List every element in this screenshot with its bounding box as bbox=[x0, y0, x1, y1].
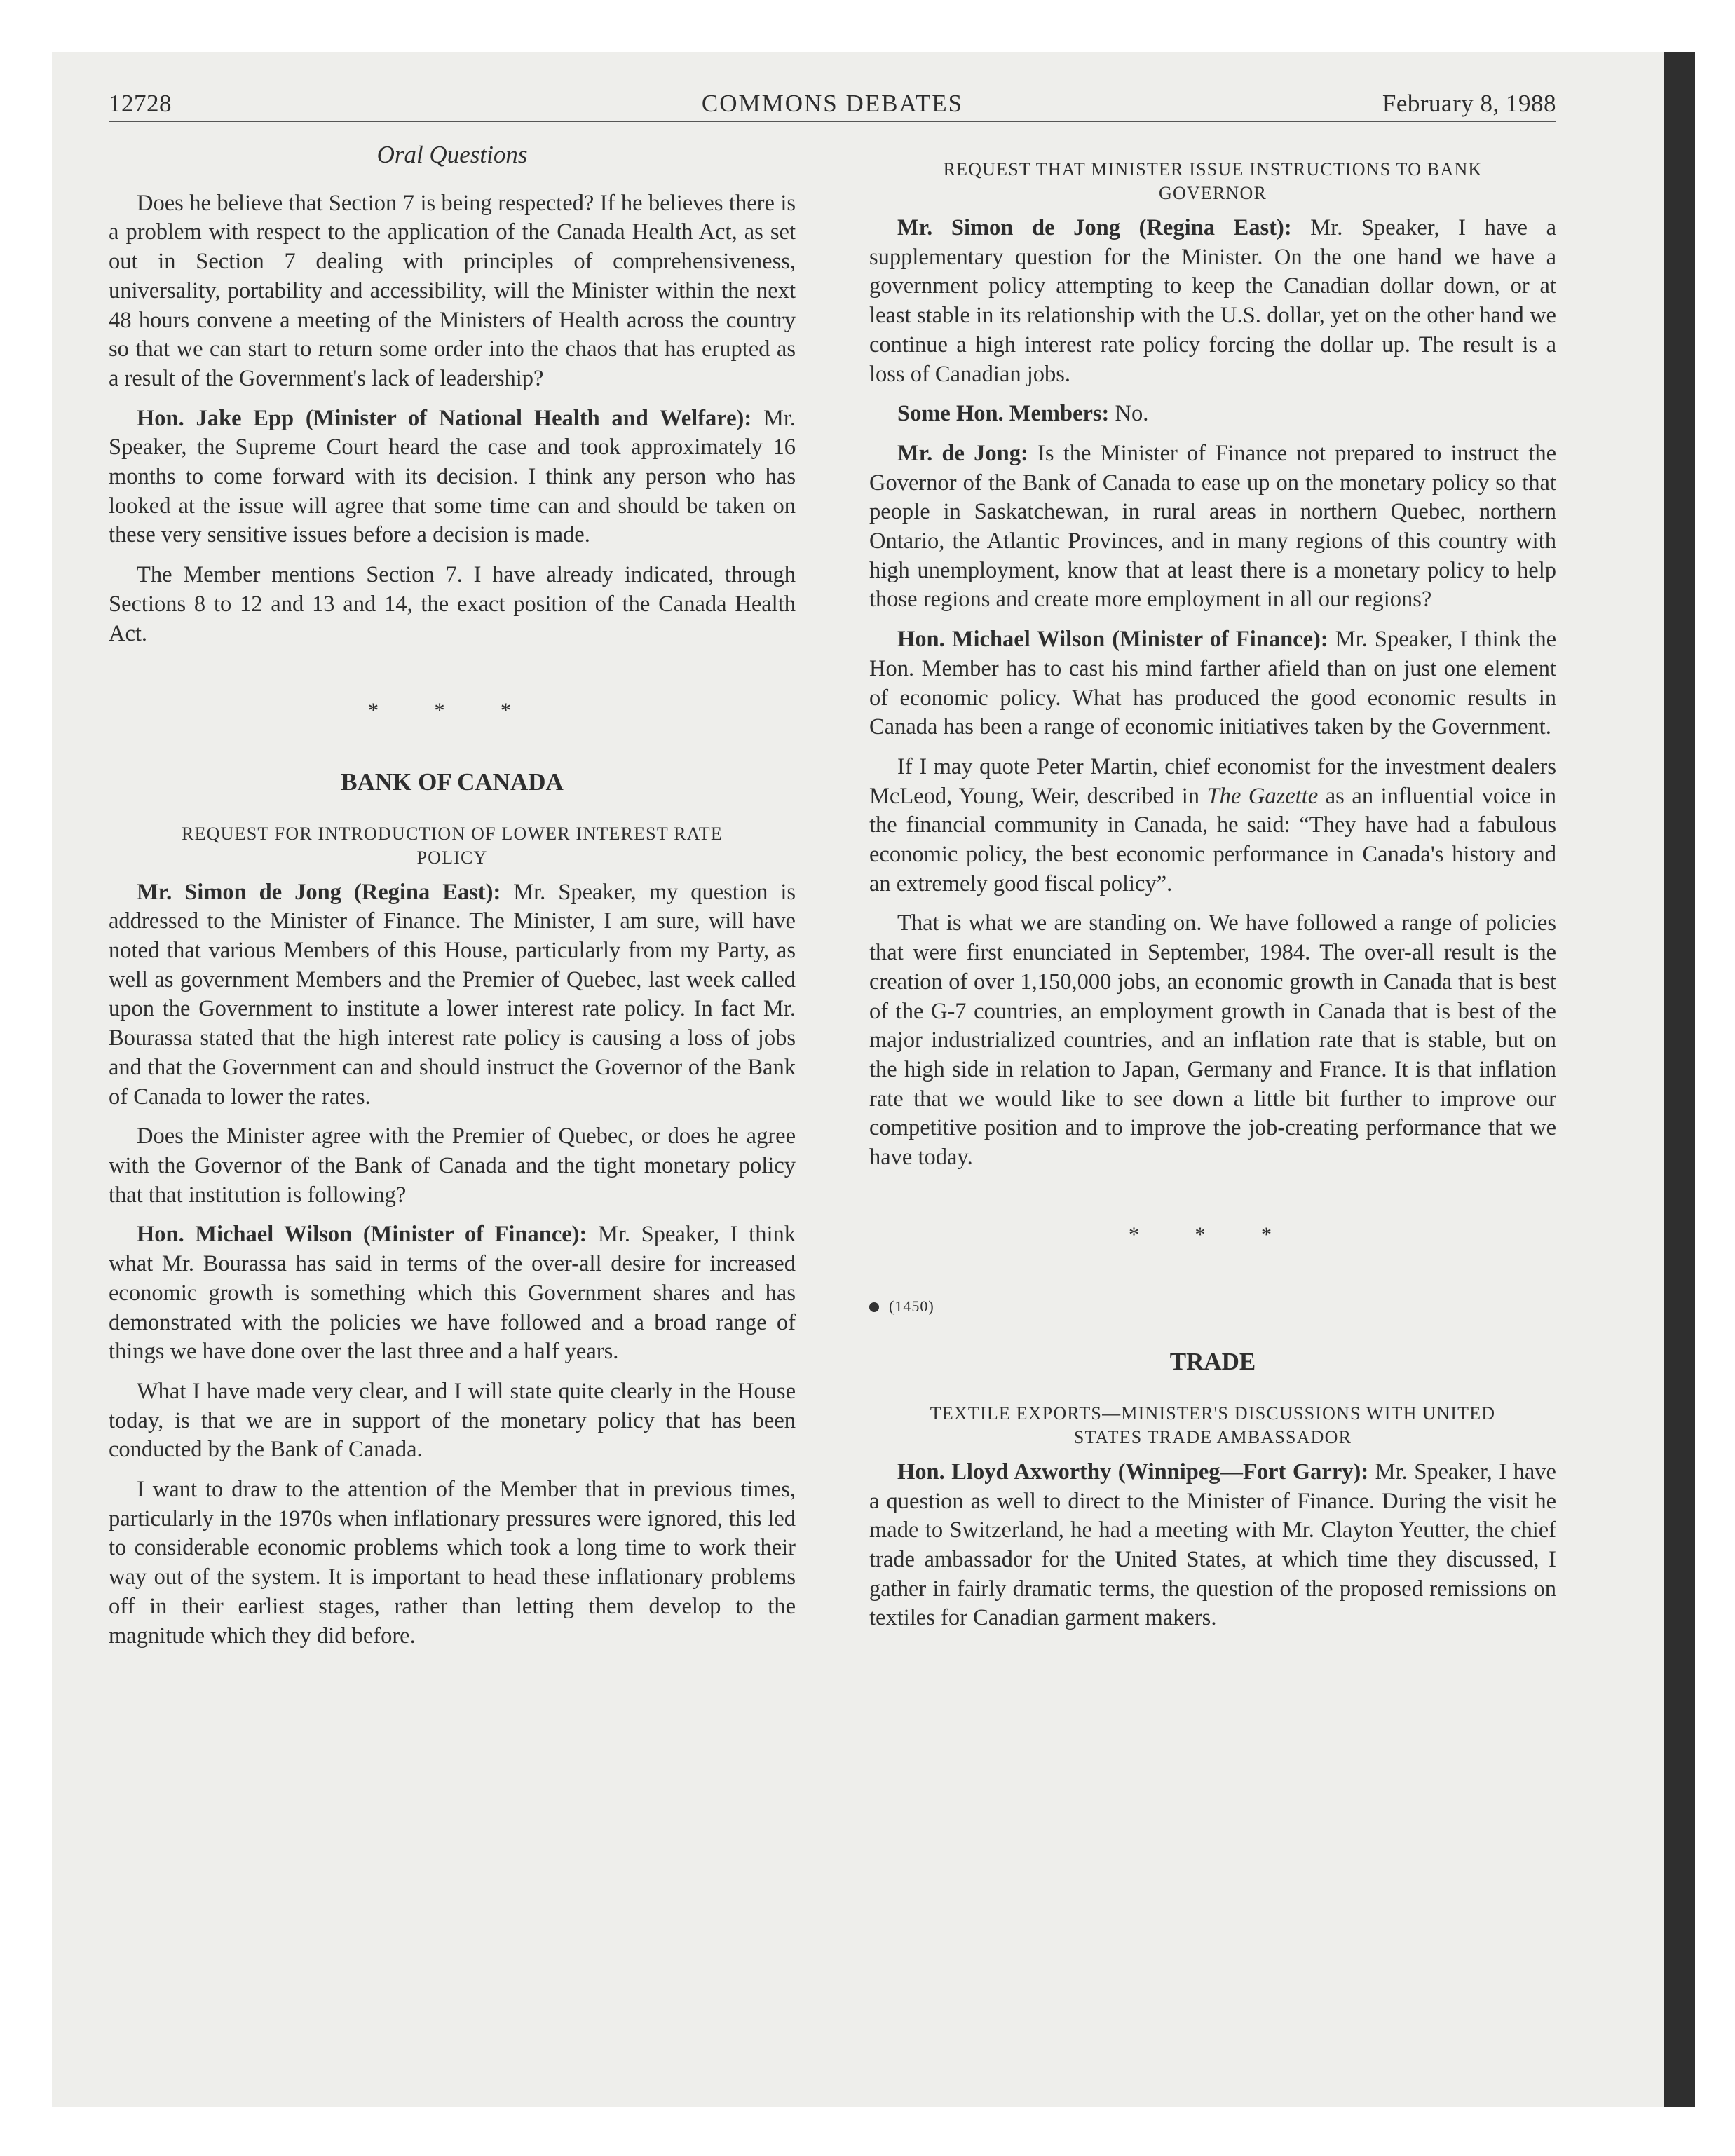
paragraph bbox=[869, 214, 1556, 389]
topic-subheading: TEXTILE EXPORTS—MINISTER'S DISCUSSIONS WITH UNITED STATES TRADE AMBASSADOR bbox=[930, 1403, 1496, 1447]
speaker-name: Hon. Michael Wilson (Minister of Finance): bbox=[137, 1222, 587, 1248]
paragraph bbox=[109, 404, 796, 551]
paragraph bbox=[869, 753, 1556, 899]
page-number: 12728 bbox=[109, 90, 172, 117]
speaker-name: Hon. Lloyd Axworthy (Winnipeg—Fort Garry): bbox=[897, 1459, 1369, 1485]
paragraph: Does the Minister agree with the Premier of Quebec, or does he agree with the Governor of the Bank of Canada and the tight monetary policy that that institution is following? bbox=[109, 1124, 796, 1208]
header-rule bbox=[109, 121, 1556, 122]
section-separator: * * * bbox=[368, 699, 536, 723]
topic-subheading: REQUEST THAT MINISTER ISSUE INSTRUCTIONS TO BANK GOVERNOR bbox=[943, 159, 1483, 203]
speech-text: Mr. Speaker, the Supreme Court heard the case and took approximately 16 months to come forward with its decision. I think any person who has looked at the issue will agree that some time can and should be taken on these very sensitive issues before a decision is made. bbox=[109, 405, 796, 548]
section-separator: * * * bbox=[1129, 1222, 1297, 1246]
time-marker-text: (1450) bbox=[889, 1297, 934, 1315]
topic-subheading: REQUEST FOR INTRODUCTION OF LOWER INTEREST RATE POLICY bbox=[182, 823, 723, 868]
speech-text: Mr. Speaker, I think what Mr. Bourassa has said in terms of the over-all desire for increased economic growth is something which this Government shares and has demonstrated with the policies we have followed and a broad range of things we have done over the last three and a half years. bbox=[109, 1222, 796, 1365]
publication-name: The Gazette bbox=[1206, 783, 1319, 809]
topic-heading: TRADE bbox=[1169, 1348, 1256, 1376]
speech-text: Mr. Speaker, I think the Hon. Member has to cast his mind farther afield than on just one element of economic policy. What has produced the good economic results in Canada has been a range of economic initiatives taken by the Government. bbox=[869, 627, 1557, 740]
paragraph bbox=[109, 1220, 796, 1367]
paragraph bbox=[869, 400, 1556, 429]
publication-title: COMMONS DEBATES bbox=[701, 90, 964, 117]
paragraph bbox=[869, 439, 1556, 615]
paragraph: That is what we are standing on. We have followed a range of policies that were first enunciated in September, 1984. The over-all result is the creation of over 1,150,000 jobs, an economic growth in Canada that is best of the G-7 countries, an employment growth in Canada that is best of the major industrialized countries, and an inflation rate that is stable, but on the high side in relation to Japan, Germany and France. It is that inflation rate that we would like to see down a little bit further to improve our competitive position and to improve the job-creating performance that we have today. bbox=[869, 910, 1556, 1171]
time-marker bbox=[869, 1292, 1556, 1321]
speaker-name: Mr. Simon de Jong (Regina East): bbox=[897, 215, 1292, 240]
speaker-name: Hon. Jake Epp (Minister of National Health and Welfare): bbox=[137, 405, 752, 431]
speech-text: as an influential voice in the financial community in Canada, he said: “They have had a fabulous economic policy, the best economic performance in Canada's history and an extremely good fiscal policy”. bbox=[869, 783, 1556, 896]
speech-text: No. bbox=[1109, 401, 1149, 427]
speech-text: Is the Minister of Finance not prepared to instruct the Governor of the Bank of Canada to ease up on the monetary policy so that people in Saskatchewan, in rural areas in northern Quebec, northern Ontario, the Atlantic Provinces, and in many regions of this country with high unemployment, know that at least there is a monetary policy to help those regions and create more employment in all our regions? bbox=[869, 440, 1556, 613]
bullet-icon bbox=[869, 1302, 879, 1312]
paragraph: I want to draw to the attention of the Member that in previous times, particularly in the 1970s when inflationary pressures were ignored, this led to considerable economic problems which took a long time to work their way out of the system. It is important to head these inflationary problems off in their earliest stages, rather than letting them develop to the magnitude which they did before. bbox=[109, 1477, 796, 1649]
speaker-name: Mr. de Jong: bbox=[897, 440, 1028, 466]
speech-text: Mr. Speaker, I have a supplementary question for the Minister. On the one hand we have a government policy attempting to keep the Canadian dollar down, or at least stable in its relationship with the U.S. dollar, yet on the other hand we continue a high interest rate policy forcing the dollar up. The result is a loss of Canadian jobs. bbox=[869, 215, 1556, 387]
page-header bbox=[109, 90, 1556, 125]
paragraph bbox=[869, 625, 1556, 742]
topic-heading: BANK OF CANADA bbox=[341, 767, 564, 796]
speech-text: Mr. Speaker, I have a question as well to direct to the Minister of Finance. During the visit he made to Switzerland, he had a meeting with Mr. Clayton Yeutter, the chief trade ambassador for the United States, at which time they discussed, I gather in fairly dramatic terms, the question of the proposed remissions on textiles for Canadian garment makers. bbox=[869, 1459, 1556, 1631]
section-title: Oral Questions bbox=[376, 141, 528, 168]
paragraph bbox=[869, 1458, 1556, 1633]
speaker-name: Hon. Michael Wilson (Minister of Finance): bbox=[897, 627, 1328, 653]
speaker-name: Some Hon. Members: bbox=[897, 401, 1110, 427]
page-date: February 8, 1988 bbox=[1382, 90, 1556, 117]
speaker-name: Mr. Simon de Jong (Regina East): bbox=[137, 879, 501, 905]
left-column bbox=[109, 140, 796, 1661]
paragraph: The Member mentions Section 7. I have already indicated, through Sections 8 to 12 and 13 and 14, the exact position of the Canada Health Act. bbox=[109, 562, 796, 646]
paragraph bbox=[109, 878, 796, 1112]
paragraph: Does he believe that Section 7 is being respected? If he believes there is a problem with respect to the application of the Canada Health Act, as set out in Section 7 dealing with principles of comprehensiveness, universality, portability and accessibility, will the Minister within the next 48 hours convene a meeting of the Ministers of Health across the country so that we can start to return some order into the chaos that has erupted as a result of the Government's lack of leadership? bbox=[109, 190, 796, 391]
paragraph: What I have made very clear, and I will state quite clearly in the House today, is that we are in support of the monetary policy that has been conducted by the Bank of Canada. bbox=[109, 1378, 796, 1463]
speech-text: Mr. Speaker, my question is addressed to the Minister of Finance. The Minister, I am sure, will have noted that various Members of this House, particularly from my Party, as well as government Members and the Premier of Quebec, last week called upon the Government to institute a lower interest rate policy. In fact Mr. Bourassa stated that the high interest rate policy is causing a loss of jobs and that the Government can and should instruct the Governor of the Bank of Canada to lower the rates. bbox=[109, 879, 796, 1110]
scan-edge-bar bbox=[1664, 52, 1695, 2107]
speech-text: If I may quote Peter Martin, chief economist for the investment dealers McLeod, Young, Weir, described in bbox=[869, 753, 1556, 809]
right-column bbox=[869, 158, 1556, 1644]
